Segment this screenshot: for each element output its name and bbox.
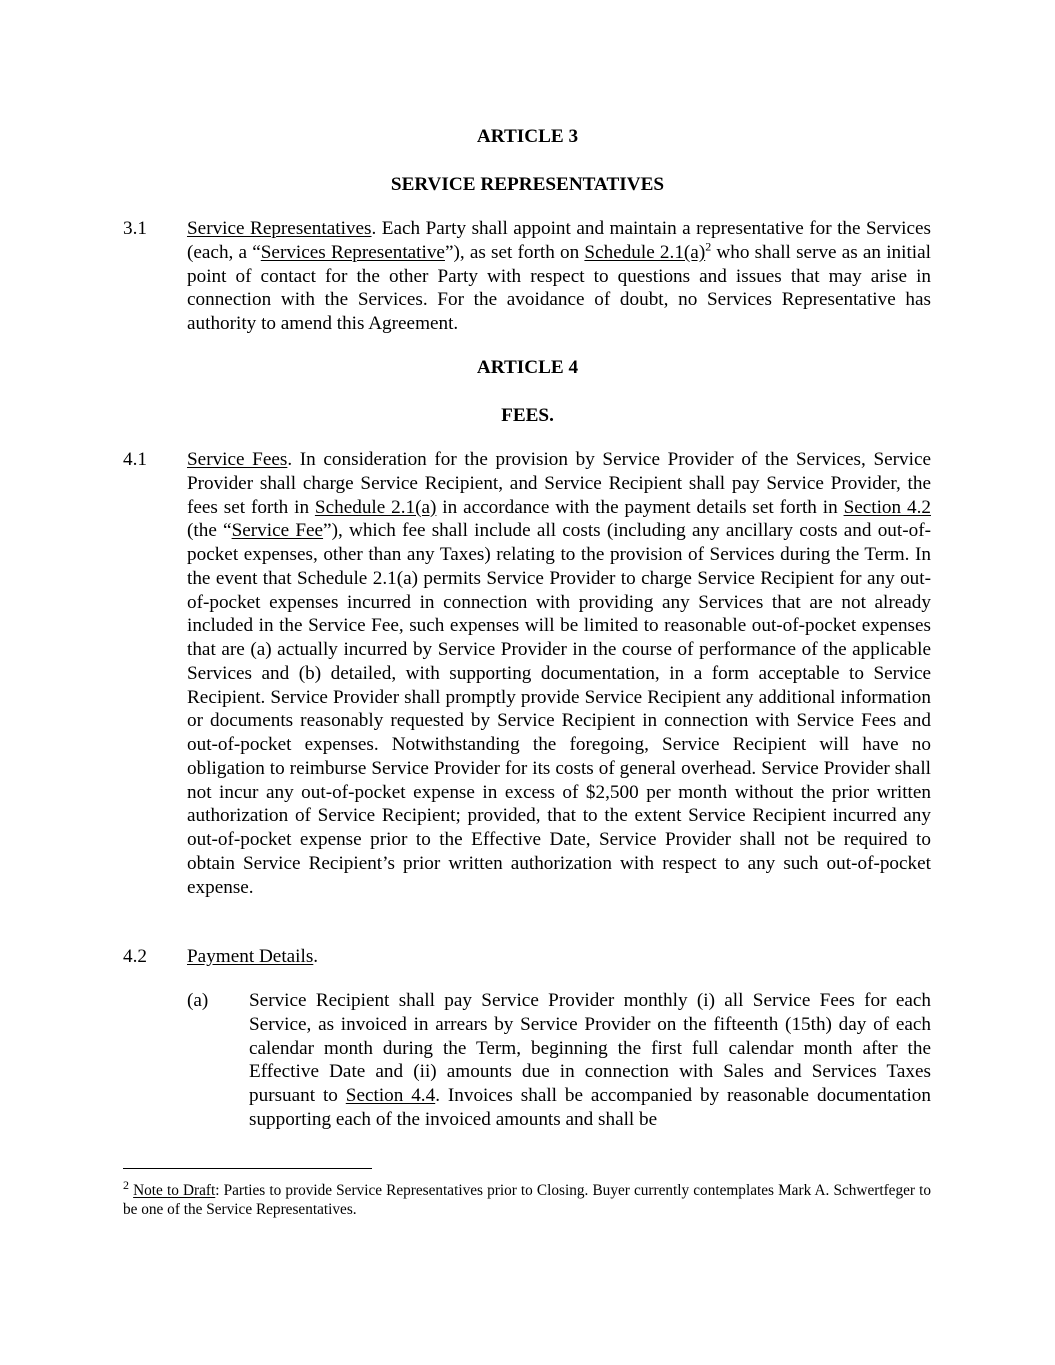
underlined-term: Note to Draft — [133, 1182, 216, 1199]
text-segment: (the “ — [187, 520, 232, 542]
section-4-2-a — [187, 989, 931, 1132]
article-4-subtitle: FEES. — [501, 405, 554, 426]
section-number: 3.1 — [123, 218, 147, 239]
underlined-term: Service Fee — [231, 520, 324, 542]
text-segment: ”), which fee shall include all costs (including any ancillary costs and out-of-pocket expenses, other than any Taxes) relating to the provision of Services during the Term. In the event that Schedule 2.1(a) permits Service Provider to charge Service Recipient for any out-of-pocket expenses incurred in connection with providing any Services that are not already included in the Service Fee, such expenses will be limited to reasonable out-of-pocket expenses that are (a) actually incurred by Service Provider in the course of performance of the applicable Services and (b) detailed, with supporting documentation, in a form acceptable to Service Recipient. Service Provider shall promptly provide Service Recipient any additional information or documents reasonably requested by Service Recipient in connection with Service Fees and out-of-pocket expenses. Notwithstanding the foregoing, Service Recipient will have no obligation to reimburse Service Provider for its costs of general overhead. Service Provider shall not incur any out-of-pocket expense in excess of $2,500 per month without the prior written authorization of Service Recipient; provided, that to the extent Service Recipient incurred any out-of-pocket expense prior to the Effective Date, Service Provider shall not be required to obtain Service Recipient’s prior written authorization with respect to any such out-of-pocket expense. — [187, 520, 931, 898]
article-3-title: ARTICLE 3 — [476, 126, 579, 147]
text-segment: . — [313, 946, 319, 967]
section-4-2 — [123, 945, 931, 969]
section-body — [187, 945, 931, 969]
underlined-term: Schedule 2.1(a) — [314, 496, 437, 518]
section-body — [187, 448, 931, 899]
subsection-body — [249, 989, 931, 1132]
underlined-term: Section 4.2 — [843, 496, 931, 518]
footnote — [123, 1177, 931, 1219]
footnote-reference: 2 — [705, 239, 712, 254]
section-4-1 — [123, 448, 931, 899]
underlined-term: Payment Details — [187, 946, 314, 967]
text-segment: . Invoices shall be accompanied by reasonable documentation supporting each of the invoiced amounts and shall be — [249, 1085, 931, 1130]
section-3-1 — [123, 217, 931, 336]
footnote-reference: 2 — [123, 1177, 129, 1192]
underlined-term: Services Representative — [260, 241, 445, 263]
text-segment: who shall serve as an initial point of contact for the other Party with respect to questions and issues that may arise in connection with the Services. For the avoidance of doubt, no Services Representative has authority to amend this Agreement. — [187, 241, 931, 334]
text-segment: . Each Party shall appoint and maintain a representative for the Services (each, a “ — [187, 218, 931, 263]
underlined-term: Schedule 2.1(a) — [584, 241, 706, 263]
text-segment: ”), as set forth on — [444, 241, 585, 263]
article-3-subtitle: SERVICE REPRESENTATIVES — [390, 174, 665, 195]
underlined-term: Section 4.4 — [345, 1085, 436, 1106]
text-segment: Service Recipient shall pay Service Provider monthly (i) all Service Fees for each Service, as invoiced in arrears by Service Provider on the fifteenth (15th) day of each calendar month during the Term, beginning the first full calendar month after the Effective Date and (ii) amounts due in connection with Sales and Services Taxes pursuant to — [249, 990, 931, 1106]
article-4-title: ARTICLE 4 — [476, 357, 579, 378]
underlined-term: Service Representatives — [187, 218, 372, 239]
subsection-number: (a) — [187, 990, 209, 1011]
footnote-separator — [123, 1168, 372, 1169]
underlined-term: Service Fees — [187, 449, 288, 470]
text-segment: in accordance with the payment details set forth in — [436, 496, 844, 518]
section-number: 4.1 — [123, 449, 147, 470]
text-segment: : Parties to provide Service Representatives prior to Closing. Buyer currently contemplates Mark A. Schwertfeger to be one of the Service Representatives. — [123, 1182, 931, 1218]
text-segment: . In consideration for the provision by Service Provider of the Services, Service Provider shall charge Service Recipient, and Service Recipient shall pay Service Provider, the fees set forth in — [187, 449, 931, 518]
section-body — [187, 217, 931, 336]
section-number: 4.2 — [123, 946, 147, 967]
